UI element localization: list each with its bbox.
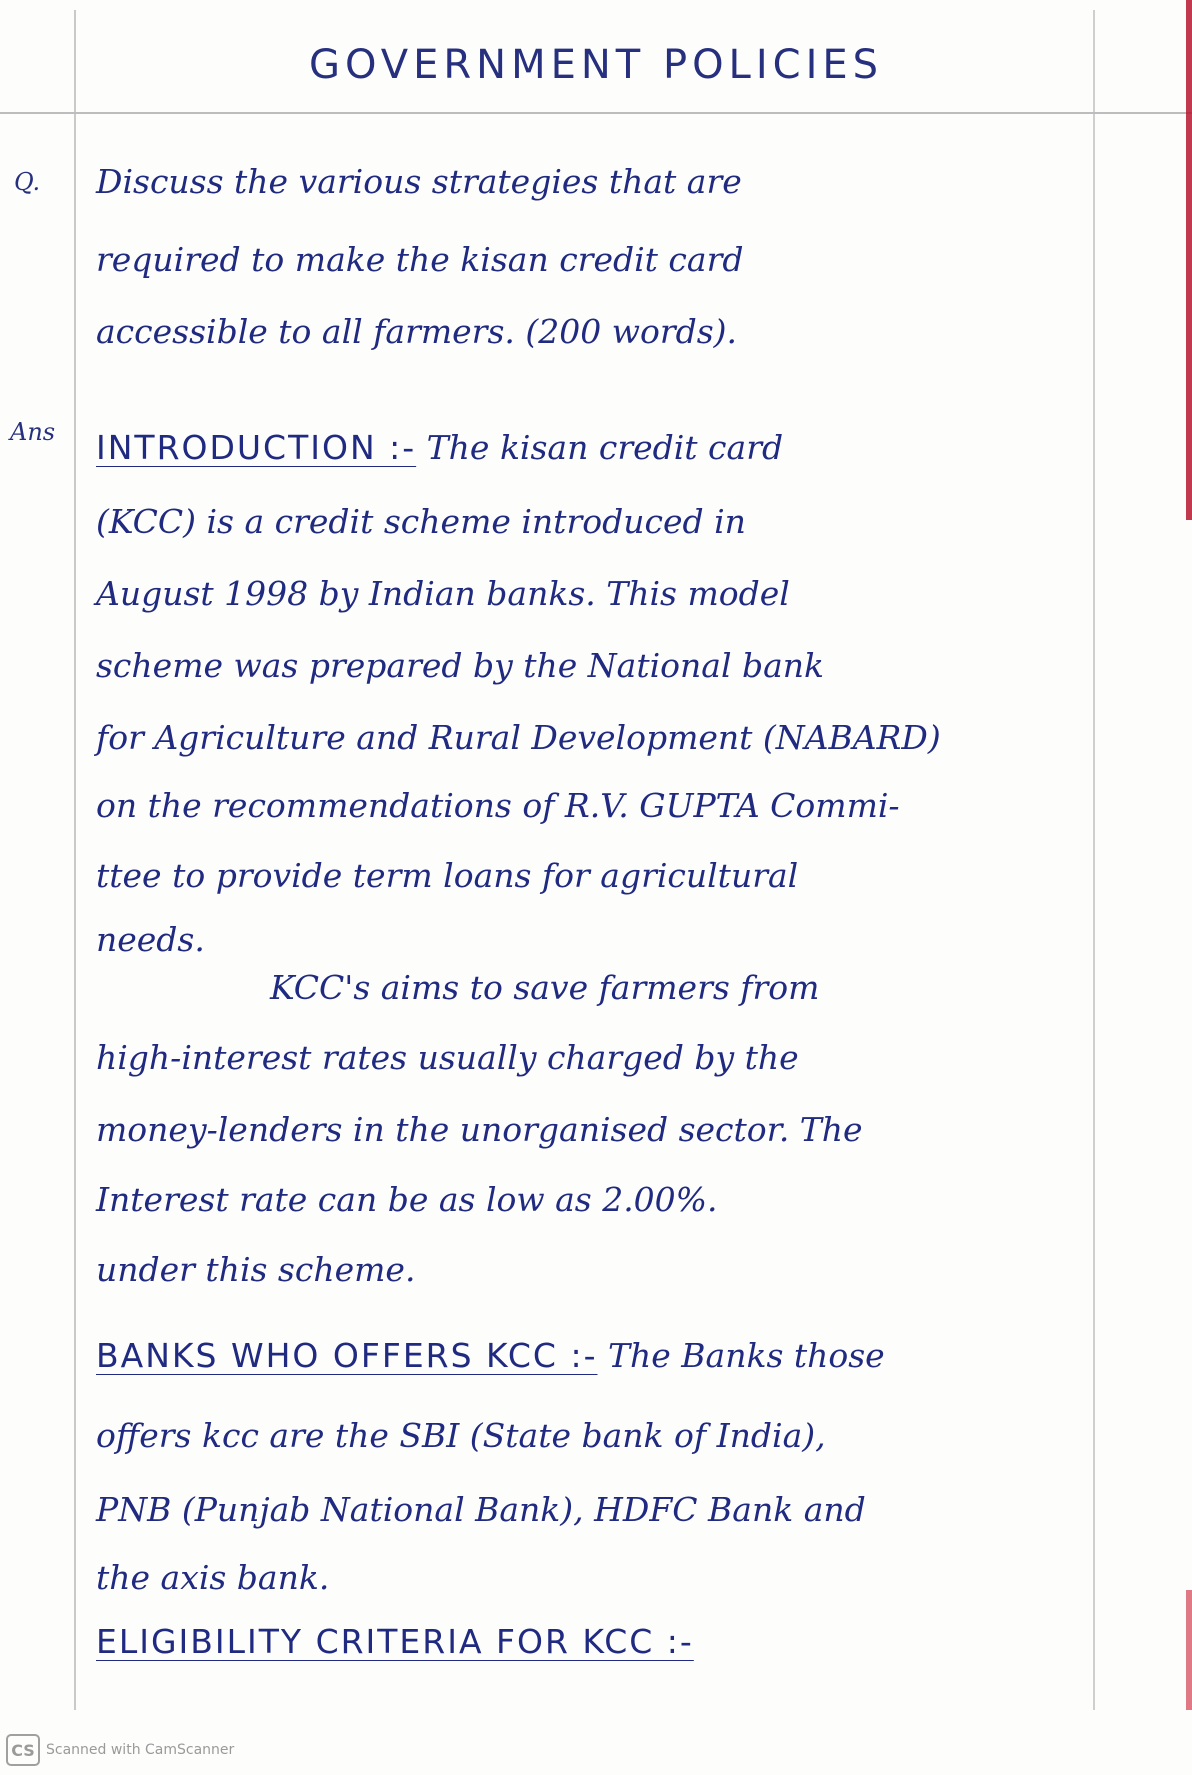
aims-line-4: Interest rate can be as low as 2.00%.	[96, 1180, 718, 1219]
introduction-first-line	[96, 428, 1086, 468]
aims-line-5: under this scheme.	[96, 1250, 416, 1289]
banks-line-3: PNB (Punjab National Bank), HDFC Bank and	[96, 1490, 866, 1529]
banks-heading: BANKS WHO OFFERS KCC :-	[96, 1336, 598, 1375]
question-line-3: accessible to all farmers. (200 words).	[96, 312, 738, 351]
banks-line-1: The Banks those	[607, 1336, 885, 1375]
introduction-line-7: ttee to provide term loans for agricultural	[96, 856, 799, 895]
introduction-line-4: scheme was prepared by the National bank	[96, 646, 825, 685]
page-edge-shadow-bottom	[1186, 1590, 1192, 1710]
eligibility-heading: ELIGIBILITY CRITERIA FOR KCC :-	[96, 1622, 694, 1661]
right-margin-line	[1093, 10, 1095, 1710]
banks-first-line	[96, 1336, 1086, 1376]
left-margin-line	[74, 10, 76, 1710]
question-line-2: required to make the kisan credit card	[96, 240, 744, 279]
camscanner-logo-icon: CS	[6, 1734, 40, 1766]
banks-line-4: the axis bank.	[96, 1558, 330, 1597]
camscanner-watermark	[6, 1733, 234, 1767]
introduction-line-8: needs.	[96, 920, 205, 959]
introduction-line-3: August 1998 by Indian banks. This model	[96, 574, 790, 613]
camscanner-text: Scanned with CamScanner	[46, 1742, 235, 1758]
banks-line-2: offers kcc are the SBI (State bank of India),	[96, 1416, 826, 1455]
introduction-heading: INTRODUCTION :-	[96, 428, 417, 467]
introduction-line-2: (KCC) is a credit scheme introduced in	[96, 502, 746, 541]
introduction-line-5: for Agriculture and Rural Development (NABARD)	[96, 718, 941, 757]
eligibility-line	[96, 1622, 1086, 1662]
answer-marker: Ans	[10, 418, 56, 446]
aims-line-2: high-interest rates usually charged by the	[96, 1038, 799, 1077]
aims-line-1: KCC's aims to save farmers from	[270, 968, 820, 1007]
page-title: GOVERNMENT POLICIES	[308, 42, 884, 88]
question-line-1: Discuss the various strategies that are	[96, 162, 742, 201]
introduction-line-1: The kisan credit card	[426, 428, 784, 467]
introduction-line-6: on the recommendations of R.V. GUPTA Commi-	[96, 786, 900, 825]
aims-line-3: money-lenders in the unorganised sector. The	[96, 1110, 863, 1149]
question-marker: Q.	[14, 168, 41, 196]
title-rule-line	[0, 112, 1192, 114]
